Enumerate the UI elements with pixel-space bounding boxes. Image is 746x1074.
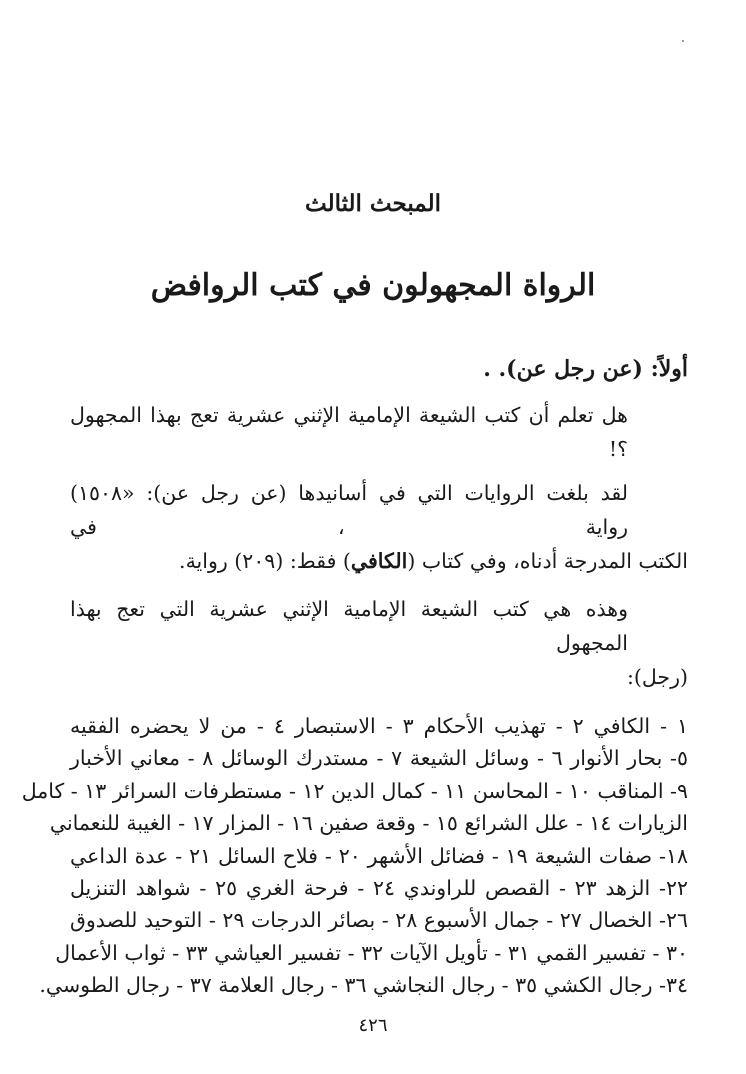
book-list-line: الزيارات ١٤ - علل الشرائع ١٥ - وقعة صفين ١٦ - المزار ١٧ - الغيبة للنعماني [49, 811, 688, 836]
body-text [21, 352, 689, 1002]
paragraph-intro-line-2: (رجل): [627, 665, 688, 689]
paragraph-question: هل تعلم أن كتب الشيعة الإمامية الإثني عشرية تعج بهذا المجهول ؟! [70, 403, 628, 461]
book-list-line: ٣٠ - تفسير القمي ٣١ - تأويل الآيات ٣٢ - تفسير العياشي ٣٣ - ثواب الأعمال [55, 940, 688, 965]
chapter-title: الرواة المجهولون في كتب الروافض [150, 268, 596, 303]
book-list-line: ٢٦- الخصال ٢٧ - جمال الأسبوع ٢٨ - بصائر الدرجات ٢٩ - التوحيد للصدوق [70, 908, 688, 933]
book-list-line: ٢٢- الزهد ٢٣ - القصص للراوندي ٢٤ - فرحة الغري ٢٥ - شواهد التنزيل [70, 876, 688, 901]
paragraph-count-line-2 [70, 544, 688, 578]
book-list-line: ٣٤- رجال الكشي ٣٥ - رجال النجاشي ٣٦ - رجال العلامة ٣٧ - رجال الطوسي. [39, 973, 688, 998]
paragraph-intro-list [70, 592, 688, 694]
book-list [21, 710, 689, 1002]
section-title: المبحث الثالث [304, 190, 441, 217]
book-name-kafi: الكافي [350, 549, 408, 573]
paragraph-count [70, 476, 688, 578]
paragraph-count-line-1: لقد بلغت الروايات التي في أسانيدها (عن رجل عن): «١٥٠٨) رواية ، في [70, 481, 628, 539]
page-number: ٤٢٦ [358, 1015, 388, 1036]
book-list-line: ١ - الكافي ٢ - تهذيب الأحكام ٣ - الاستبصار ٤ - من لا يحضره الفقيه [70, 714, 689, 738]
subheading: أولاً: (عن رجل عن). . [483, 356, 688, 382]
book-list-line: ٩- المناقب ١٠ - المحاسن ١١ - كمال الدين ١٢ - مستطرفات السرائر ١٣ - كامل [21, 778, 688, 803]
paragraph-count-post: ) فقط: (٢٠٩) رواية. [179, 549, 351, 573]
book-list-line: ١٨- صفات الشيعة ١٩ - فضائل الأشهر ٢٠ - فلاح السائل ٢١ - عدة الداعي [70, 843, 689, 868]
scan-speck [682, 40, 684, 42]
paragraph-intro-line-1: وهذه هي كتب الشيعة الإمامية الإثني عشرية التي تعج بهذا المجهول [70, 597, 628, 655]
paragraph-count-pre: الكتب المدرجة أدناه، وفي كتاب ( [407, 549, 688, 573]
book-list-line: ٥- بحار الأنوار ٦ - وسائل الشيعة ٧ - مستدرك الوسائل ٨ - معاني الأخبار [70, 746, 688, 771]
